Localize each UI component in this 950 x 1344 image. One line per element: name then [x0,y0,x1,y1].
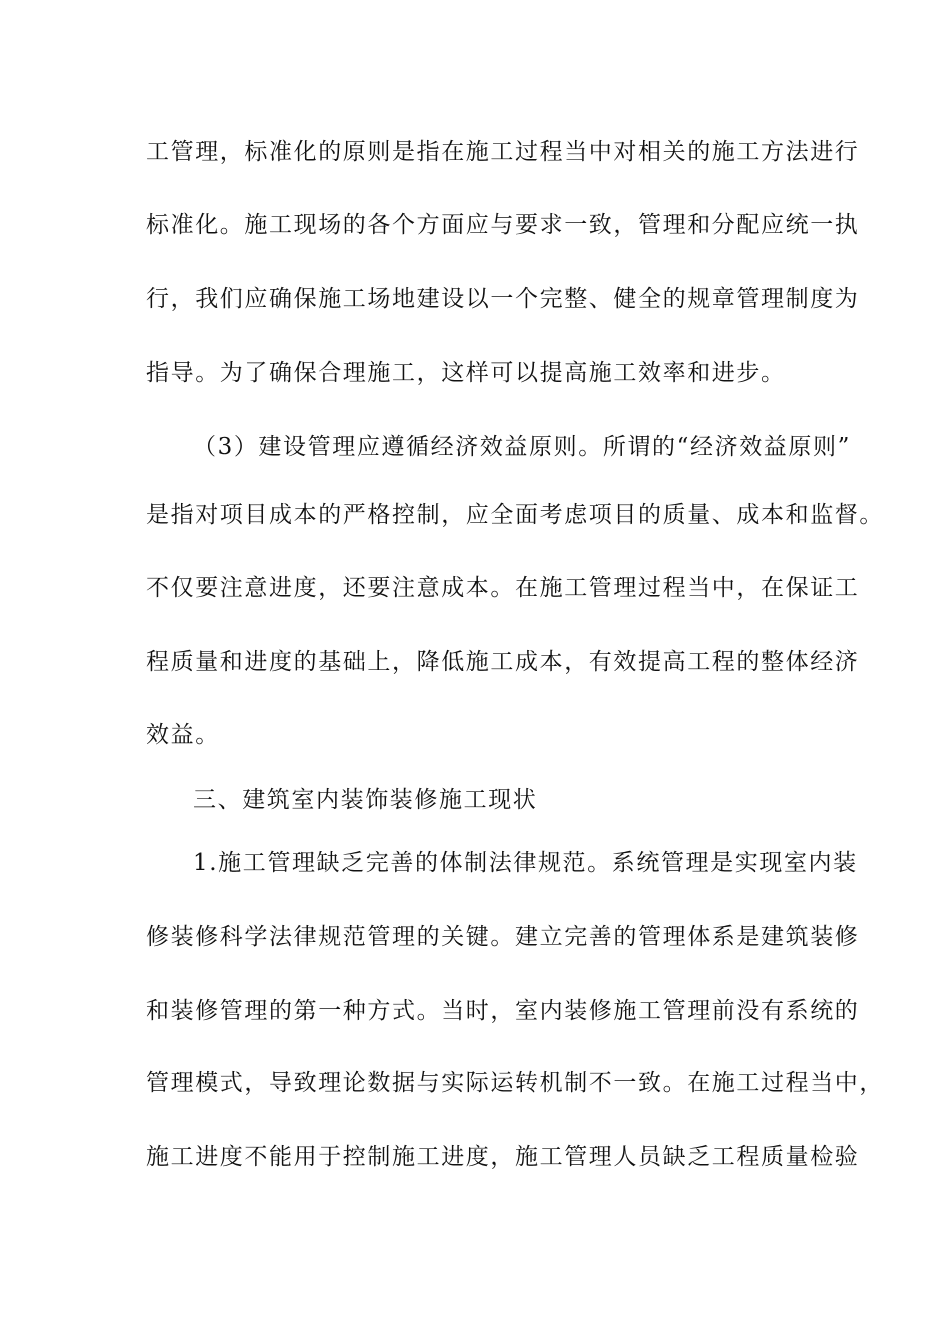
text-line: 标准化。施工现场的各个方面应与要求一致，管理和分配应统一执 [146,212,860,238]
text-line: 不仅要注意进度，还要注意成本。在施工管理过程当中，在保证工 [146,575,860,601]
text-line: 1.施工管理缺乏完善的体制法律规范。系统管理是实现室内装 [193,850,858,876]
section-heading: 三、建筑室内装饰装修施工现状 [193,787,538,813]
text-line: 效益。 [146,722,220,748]
text-line: 工管理，标准化的原则是指在施工过程当中对相关的施工方法进行 [146,139,860,165]
text-line: 管理模式，导致理论数据与实际运转机制不一致。在施工过程当中， [146,1070,884,1096]
text-line: 程质量和进度的基础上，降低施工成本，有效提高工程的整体经济 [146,649,860,675]
text-line: 修装修科学法律规范管理的关键。建立完善的管理体系是建筑装修 [146,924,860,950]
text-line: 指导。为了确保合理施工，这样可以提高施工效率和进步。 [146,360,786,386]
text-line: 施工进度不能用于控制施工进度，施工管理人员缺乏工程质量检验 [146,1144,860,1170]
text-line: 和装修管理的第一种方式。当时，室内装修施工管理前没有系统的 [146,998,860,1024]
text-line: 行，我们应确保施工场地建设以一个完整、健全的规章管理制度为 [146,286,860,312]
text-line: （3）建设管理应遵循经济效益原则。所谓的“经济效益原则” [193,434,851,460]
text-line: 是指对项目成本的严格控制，应全面考虑项目的质量、成本和监督。 [146,502,884,528]
